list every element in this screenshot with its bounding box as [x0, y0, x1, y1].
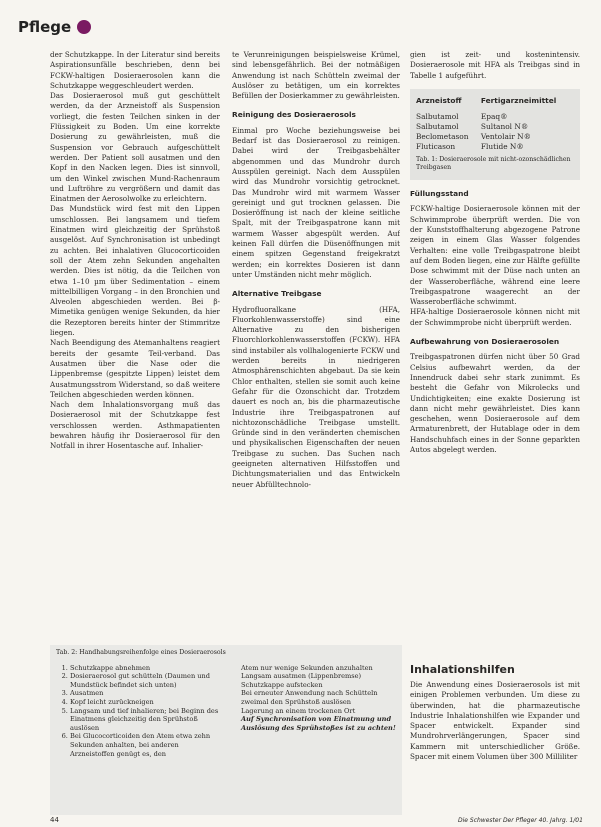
subheading-reinigung: Reinigung des Dosieraerosols	[232, 110, 356, 120]
paragraph: HFA-haltige Dosieraerosole können nicht mit der Schwimmprobe nicht überprüft werden.	[410, 307, 580, 327]
list-item: 3. Ausatmen	[70, 689, 225, 698]
column-3	[410, 50, 580, 455]
table-row	[416, 132, 574, 142]
subheading-fuellungsstand: Füllungsstand	[410, 189, 469, 199]
paragraph: FCKW-haltige Dosieraerosole können mit der Schwimmprobe überprüft werden. Die von der Kunststoffhalterung abgezogene Patrone zeigen in einem Glas Wasser folgendes Verhalten: eine volle Treibgaspatrone bleibt auf dem Boden liegen, eine zur Hälfte gefüllte Dose schwimmt mit der Düse nach unten an der Wasseroberfläche, während eine leere Treibgaspatrone waagerecht an der Wasseroberfläche schwimmt.	[410, 204, 580, 307]
column-1	[50, 50, 220, 638]
paragraph: Einmal pro Woche beziehungsweise bei Bedarf ist das Dosieraerosol zu reinigen. Dabei wird der Treibgasbehälter abgenommen und das Mundrohr durch Ausspülen gereinigt. Nach dem Ausspülen wird das Mundrohr vorsichtig getrocknet. Das Mundrohr wird mit warmem Wasser gereinigt und gut trocknen gelassen. Die Dosieröffnung ist nach der kleine seitliche Spalt, mit der Treibgaspatrone kann mit warmem Wasser abgespült werden. Auf keinen Fall dürfen die Düsenöffnungen mit einem spitzen Gegenstand freigekratzt werden; ein korrektes Dosieren ist dann unter Umständen nicht mehr möglich.	[232, 125, 400, 279]
table-header: Arzneistoff	[416, 95, 462, 105]
section-header	[18, 18, 91, 36]
journal-footer: Die Schwester Der Pfleger 40. Jahrg. 1/01	[458, 817, 583, 824]
column-2	[232, 50, 400, 638]
inhalation-text-block	[410, 680, 580, 808]
paragraph: gien ist zeit- und kostenintensiv. Dosieraerosole mit HFA als Treibgas sind in Tabelle 1 aufgeführt.	[410, 50, 580, 80]
paragraph: Das Dosieraerosol muß gut geschüttelt werden, da der Arzneistoff als Suspension vorliegt, die festen Teilchen sinken in der Flüssigkeit zu Boden. Um eine korrekte Dosierung zu gewährleisten, muß die Suspension vor Gebrauch aufgeschüttelt werden. Der Patient soll ausatmen und den Kopf in den Nacken legen. Dies ist sinnvoll, um den Winkel zwischen Mund-Rachenraum und Luftröhre zu vergrößern und damit das Einatmen der Aerosolwolke zu erleichtern.	[50, 91, 220, 204]
list-item: 4. Kopf leicht zurückneigen	[70, 698, 225, 707]
table-cell: Ventolair N®	[480, 132, 531, 142]
list-item: Bei erneuter Anwendung nach Schütteln zweimal den Sprühstoß auslösen	[241, 689, 378, 706]
table-2	[50, 645, 402, 815]
steps-list-right	[237, 664, 396, 759]
inhalation-heading: Inhalationshilfen	[410, 663, 515, 676]
list-item: Auf Synchronisation von Einatmung und Auslösung des Sprühstoßes ist zu achten!	[241, 715, 396, 732]
list-item: 5. Langsam und tief inhalieren; bei Beginn des Einatmens gleichzeitig den Sprühstoß auslösen	[70, 707, 225, 733]
table-cell: Beclometason	[416, 132, 469, 142]
table-cell: Fluticason	[416, 142, 456, 152]
paragraph: der Schutzkappe. In der Literatur sind bereits Aspirationsunfälle beschrieben, denn bei FCKW-haltigen Dosieraerosolen kann die Schutzkappe weggeschleudert werden.	[50, 50, 220, 90]
paragraph: Nach Beendigung des Atemanhaltens reagiert bereits der gesamte Teil-verband. Das Ausatmen über die Nase oder die Lippenbremse (gespitzte Lippen) leistet dem Ausatmungsstrom Widerstand, so daß weitere Teilchen abgeschieden werden können.	[50, 338, 220, 399]
section-title: Pflege	[18, 18, 72, 36]
paragraph: Nach dem Inhalationsvorgang muß das Dosieraerosol mit der Schutzkappe fest verschlossen werden. Asthmapatienten bewahren häufig ihr Dosieraerosol für den Notfall in ihrer Hosentasche auf. Inhalier-	[50, 400, 220, 451]
list-item: Lagerung an einem trockenen Ort	[241, 706, 356, 715]
paragraph: te Verunreinigungen beispielsweise Krümel, sind lebensgefährlich. Bei der notmäßigen Anwendung ist nach Schütteln zweimal der Auslöser zu betätigen, um ein korrektes Befüllen der Dosierkammer zu gewährleisten.	[232, 50, 400, 101]
subheading-aufbewahrung: Aufbewahrung von Dosieraerosolen	[410, 337, 560, 347]
table-caption: Tab. 1: Dosieraerosole mit nicht-ozonschädlichen Treibgasen	[416, 156, 571, 172]
table-cell: Sultanol N®	[480, 122, 529, 132]
section-dot-icon	[77, 20, 91, 34]
subheading-treibgase: Alternative Treibgase	[232, 289, 322, 299]
steps-list-left	[56, 664, 225, 759]
table-row	[416, 142, 574, 152]
paragraph: Treibgaspatronen dürfen nicht über 50 Grad Celsius aufbewahrt werden, da der Innendruck dabei sehr stark zunimmt. Es besteht die Gefahr von Mikrolecks und Undichtigkeiten; eine exakte Dosierung ist dann nicht mehr gewährleistet. Dies kann geschehen, wenn Dosieraerosole auf dem Armaturenbrett, der Hutablage oder in dem Handschuhfach eines in der Sonne geparkten Autos abgelegt werden.	[410, 352, 580, 455]
table-cell: Flutide N®	[480, 142, 524, 152]
table-1	[410, 89, 580, 180]
table-cell: Epaq®	[480, 112, 508, 122]
paragraph: Das Mundstück wird fest mit den Lippen umschlossen. Bei langsamem und tiefem Einatmen wird gleichzeitig der Sprühstoß ausgelöst. Auf Synchronisation ist unbedingt zu achten. Bei inhalativen Glucocorticoiden soll der Atem zehn Sekunden angehalten werden. Dies ist nötig, da die Teilchen von etwa 1–10 µm über Sedimentation – einem mittelbilligen Vorgang – in den Bronchien und Alveolen abgeschieden werden. Bei β-Mimetika genügen wenige Sekunden, da hier die Rezeptoren bereits hinter der Stimmritze liegen.	[50, 204, 220, 338]
table-cell: Salbutamol	[416, 122, 459, 132]
page-number: 44	[50, 816, 59, 824]
list-item: 2. Dosieraerosol gut schütteln (Daumen und Mundstück befindet sich unten)	[70, 672, 225, 689]
table-caption: Tab. 2: Handhabungsreihenfolge eines Dosieraerosols	[56, 649, 226, 656]
list-item: Langsam ausatmen (Lippenbremse)	[241, 672, 362, 681]
list-item: Schutzkappe aufstecken	[241, 680, 323, 689]
paragraph: Hydrofluoralkane (HFA, Fluorkohlenwasserstoffe) sind eine Alternative zu den bisherigen Fluorchlorkohlenwasserstoffen (FCKW). HFA sind instabiler als vollhalogenierte FCKW und werden bereits in niedrigeren Atmosphärenschichten abgebaut. Da sie kein Chlor enthalten, stellen sie somit auch keine Gefahr für die Ozonschicht dar. Trotzdem dauert es noch an, bis die pharmazeutische Industrie ihre Treibgaspatronen auf nichtozonschädliche Treibgase umstellt. Gründe sind in den veränderten chemischen und physikalischen Eigenschaften der neuen Treibgase zu suchen. Das Suchen nach geeigneten alternativen Hilfsstoffen und Dichtungsmaterialien und das Entwickeln neuer Abfülltechnolo-	[232, 304, 400, 489]
list-item: 1. Schutzkappe abnehmen	[70, 664, 225, 673]
list-item: 6. Bei Glucocorticoiden den Atem etwa zehn Sekunden anhalten, bei anderen Arzneistoffen genügt es, den	[70, 732, 225, 758]
table-header: Fertigarzneimittel	[480, 95, 557, 105]
table-row	[416, 112, 574, 122]
table-cell: Salbutamol	[416, 112, 459, 122]
table-row	[416, 122, 574, 132]
list-item: Atem nur wenige Sekunden anzuhalten	[241, 663, 373, 672]
paragraph: Die Anwendung eines Dosieraerosols ist mit einigen Problemen verbunden. Um diese zu überwinden, hat die pharmazeutische Industrie Inhalationshilfen wie Expander und Spacer entwickelt. Expander sind Mundrohrverlängerungen, Spacer sind Kammern mit unterschiedlicher Größe. Spacer mit einem Volumen über 300 Milliliter	[410, 680, 580, 762]
